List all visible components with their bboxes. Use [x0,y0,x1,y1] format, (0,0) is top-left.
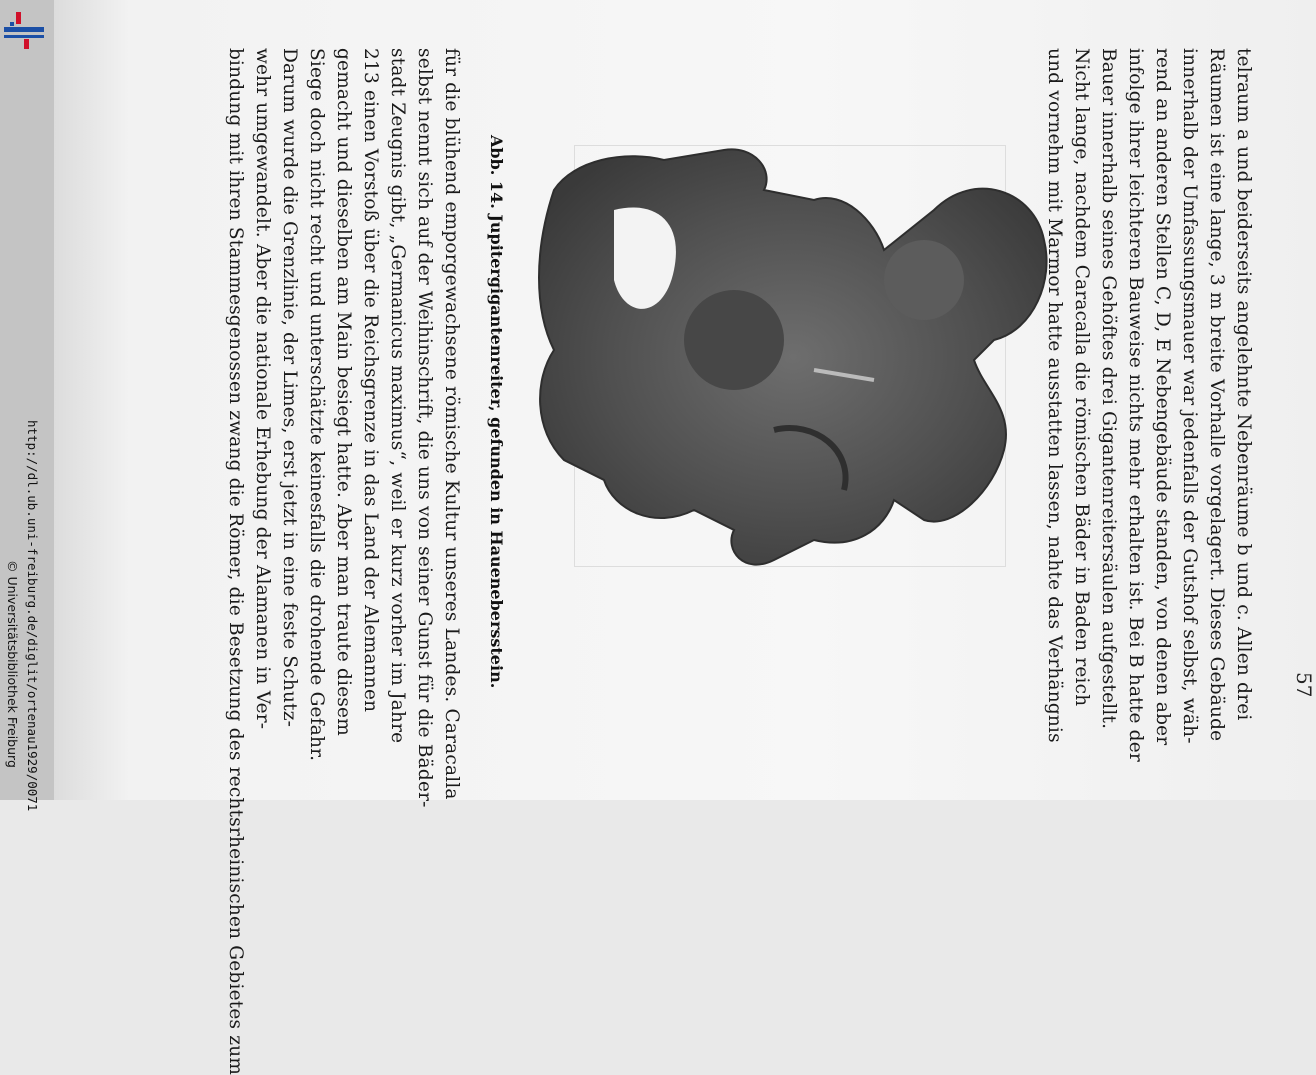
page-number: 57 [1292,672,1316,698]
text-line-top-8: und vornehm mit Marmor hatte ausstatten lassen, nahte das Verhängnis [1044,48,1065,743]
text-line-top-7: Nicht lange, nachdem Caracalla die römischen Bäder in Baden reich [1071,48,1092,707]
figure-caption: Abb. 14. Jupitergigantenreiter, gefunden in Hauenebersstein. [487,135,506,689]
text-line-bottom-3: stadt Zeugnis gibt, „Germanicus maximus“, weil er kurz vorher im Jahre [387,48,408,744]
text-line-top-5: infolge ihrer leichteren Bauweise nichts mehr erhalten ist. Bei B hatte der [1125,48,1146,762]
text-line-bottom-8: wehr umgewandelt. Aber die nationale Erhebung der Alamanen in Ver- [252,48,273,730]
text-line-top-4: rend an anderen Stellen C, D, E Nebengebäude standen, von denen aber [1152,48,1173,746]
text-line-top-2: Räumen ist eine lange, 3 m breite Vorhalle vorgelagert. Dieses Gebäude [1206,48,1227,742]
text-line-top-6: Bauer innerhalb seines Gehöftes drei Gigantenreitersäulen aufgestellt. [1098,48,1119,730]
text-line-bottom-7: Darum wurde die Grenzlinie, der Limes, erst jetzt in eine feste Schutz- [279,48,300,728]
text-line-bottom-6: Siege doch nicht recht und unterschätzte keinesfalls die drohende Gefahr. [306,48,327,762]
text-line-bottom-1: für die blühend emporgewachsene römische Kultur unseres Landes. Caracalla [441,48,462,800]
sculpture-photo [514,130,1054,580]
text-line-bottom-9: bindung mit ihren Stammesgenossen zwang die Römer, die Besetzung des rechtsrheinischen Gebietes zum [225,48,246,1075]
university-logo-icon [2,8,46,50]
text-line-bottom-5: gemacht und dieselben am Main besiegt hatte. Aber man traute diesem [333,48,354,736]
text-line-bottom-4: 213 einen Vorstoß über die Reichsgrenze in das Land der Alemannen [360,48,381,713]
viewer-sidebar [0,0,54,812]
copyright-credit: © Universitätsbibliothek Freiburg [5,560,20,768]
text-line-top-3: innerhalb der Umfassungsmauer war jedenfalls der Gutshof selbst, wäh- [1179,48,1200,744]
source-url-credit[interactable]: http://dl.ub.uni-freiburg.de/diglit/ortenau1929/0071 [25,420,40,812]
scanned-page [54,0,1316,1075]
text-line-bottom-2: selbst nennt sich auf der Weihinschrift, die uns von seiner Gunst für die Bäder- [414,48,435,808]
text-line-top-1: telraum a und beiderseits angelehnte Nebenräume b und c. Allen drei [1233,48,1254,721]
